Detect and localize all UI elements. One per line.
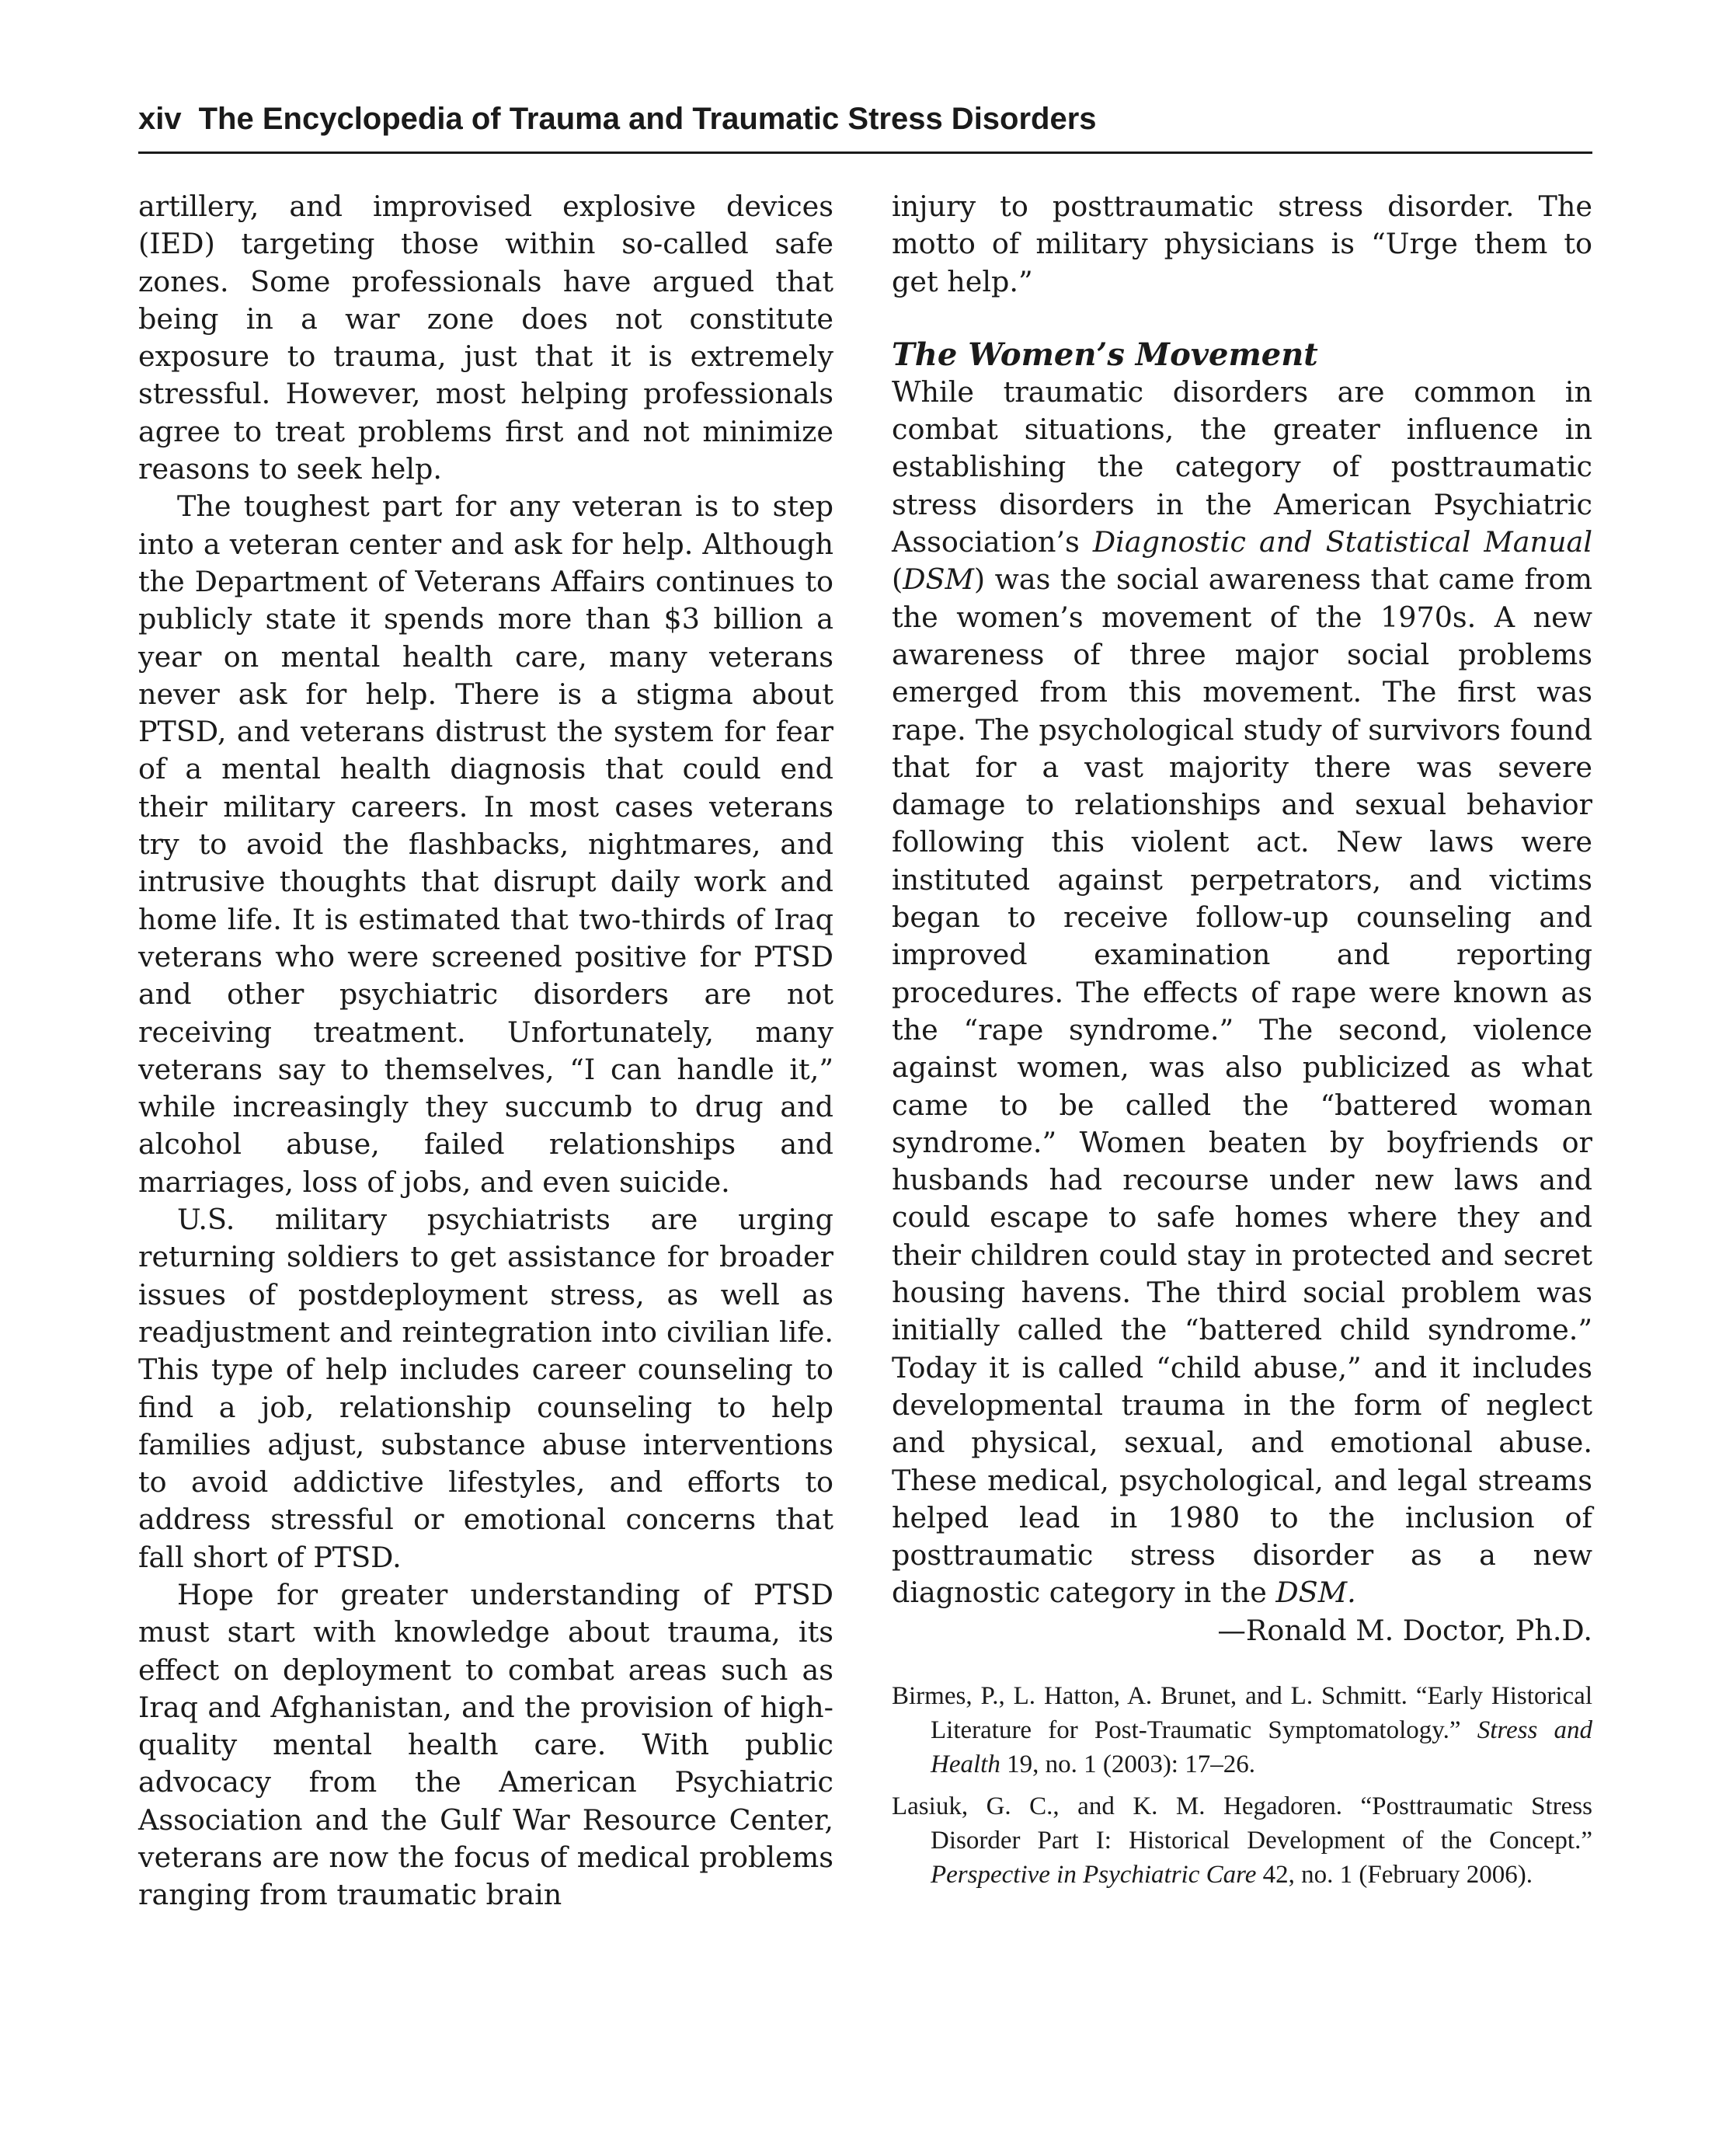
paragraph: artillery, and improvised explosive devices (IED) targeting those within so-called safe zones. Some professionals have argued that being in a war zone does not constitute exposure to trauma, just that it is extremely stressful. However, most helping professionals agree to treat problems first and not minimize reasons to seek help. <box>138 190 833 486</box>
italic-abbr: DSM. <box>1275 1576 1356 1610</box>
reference-entry <box>892 1789 1592 1892</box>
text-run: ) was the social awareness that came from the women’s movement of the 1970s. A new awareness of three major social problems emerged from this movement. The first was rape. The psychological study of survivors found that for a vast majority there was severe damage to relationships and sexual behavior following this violent act. New laws were instituted against perpetrators, and victims began to receive follow-up counseling and improved examination and reporting procedures. The effects of rape were known as the “rape syndrome.” The second, violence against women, was also publicized as what came to be called the “battered woman syndrome.” Women beaten by boyfriends or husbands had recourse under new laws and could escape to safe homes where they and their children could stay in protected and secret housing havens. The third social problem was initially called the “battered child syndrome.” Today it is called “child abuse,” and it includes developmental trauma in the form of neglect and physical, sexual, and emotional abuse. These medical, psychological, and legal streams helped lead in 1980 to the inclusion of posttraumatic stress disorder as a new diagnostic category in the <box>892 563 1592 1610</box>
text-run: Lasiuk, G. C., and K. M. Hegadoren. “Posttraumatic Stress Disorder Part I: Historical Development of the Concept.” <box>892 1792 1592 1855</box>
section-heading: The Women’s Movement <box>892 336 1318 373</box>
paragraph: Hope for greater understanding of PTSD must start with knowledge about trauma, its effect on deployment to combat areas such as Iraq and Afghanistan, and the provision of high-quality mental health care. With public advocacy from the American Psychiatric Association and the Gulf War Resource Center, veterans are now the focus of medical problems ranging from traumatic brain <box>138 1577 833 1912</box>
journal-title: Perspective in Psychiatric Care <box>931 1860 1257 1889</box>
right-column <box>892 188 1592 1900</box>
left-column <box>138 188 833 1914</box>
references <box>892 1679 1592 1892</box>
text-run: 42, no. 1 (February 2006). <box>1256 1860 1533 1889</box>
paragraph: injury to posttraumatic stress disorder. The motto of military physicians is “Urge them to get help.” <box>892 190 1592 298</box>
text-run: 19, no. 1 (2003): 17–26. <box>1000 1750 1255 1778</box>
text-run: Birmes, P., L. Hatton, A. Brunet, and L. Schmitt. “Early Historical Literature for Post-Traumatic Symptomatology.” <box>892 1681 1592 1744</box>
reference-entry <box>892 1679 1592 1782</box>
page-number: xiv <box>138 102 182 136</box>
author-signature: —Ronald M. Doctor, Ph.D. <box>1217 1613 1592 1647</box>
running-header <box>138 99 1592 154</box>
italic-title: Diagnostic and Statistical Manual <box>1092 525 1592 559</box>
paragraph: U.S. military psychiatrists are urging returning soldiers to get assistance for broader issues of postdeployment stress, as well as readjustment and reintegration into civilian life. This type of help includes career counseling to find a job, relationship counseling to help families adjust, substance abuse interventions to avoid addictive lifestyles, and efforts to address stressful or emotional concerns that fall short of PTSD. <box>138 1203 833 1574</box>
paragraph: The toughest part for any veteran is to step into a veteran center and ask for help. Although the Department of Veterans Affairs continues to publicly state it spends more than $3 billion a year on mental health care, many veterans never ask for help. There is a stigma about PTSD, and veterans distrust the system for fear of a mental health diagnosis that could end their military careers. In most cases veterans try to avoid the flashbacks, nightmares, and intrusive thoughts that disrupt daily work and home life. It is estimated that two-thirds of Iraq veterans who were screened positive for PTSD and other psychiatric disorders are not receiving treatment. Unfortunately, many veterans say to themselves, “I can handle it,” while increasingly they succumb to drug and alcohol abuse, failed relationships and marriages, loss of jobs, and even suicide. <box>138 489 833 1199</box>
italic-abbr: DSM <box>903 563 974 597</box>
paragraph <box>892 374 1592 1612</box>
book-title: The Encyclopedia of Trauma and Traumatic Stress Disorders <box>198 102 1097 136</box>
text-run: ( <box>892 563 903 597</box>
journal-title: Stress and Health <box>931 1715 1592 1778</box>
text-run: While traumatic disorders are common in combat situations, the greater influence in establishing the category of posttraumatic stress disorders in the American Psychiatric Association’s <box>892 374 1592 559</box>
